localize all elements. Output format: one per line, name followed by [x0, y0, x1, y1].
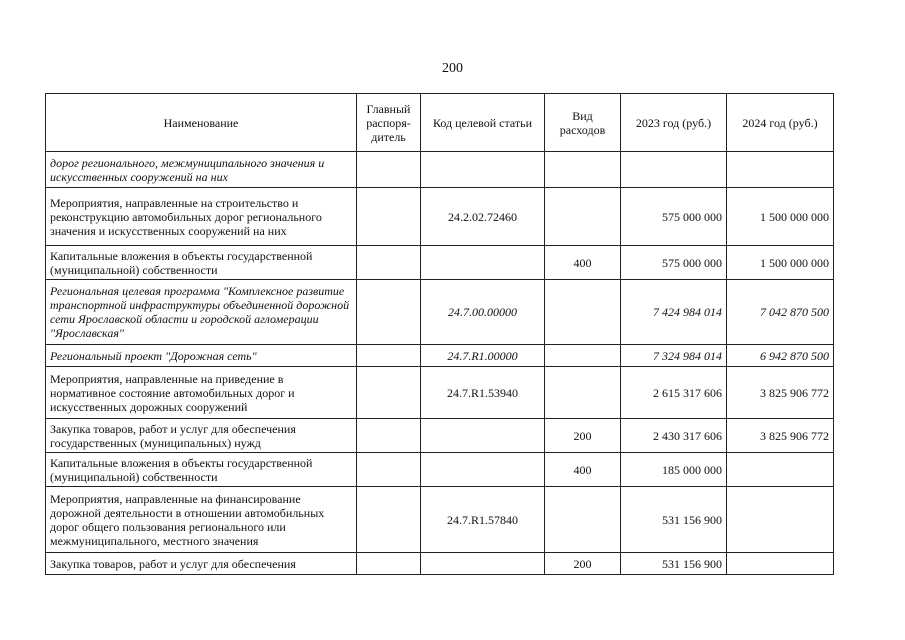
cell-target-code — [421, 453, 545, 487]
table-header-row — [46, 94, 834, 152]
cell-year-2023 — [621, 152, 727, 188]
header-year-2023: 2023 год (руб.) — [621, 94, 727, 152]
cell-expense-type — [545, 487, 621, 553]
cell-year-2024 — [727, 453, 834, 487]
cell-target-code: 24.7.00.00000 — [421, 280, 545, 345]
cell-main-manager — [357, 246, 421, 280]
cell-year-2023: 531 156 900 — [621, 487, 727, 553]
cell-year-2023: 2 615 317 606 — [621, 367, 727, 419]
cell-main-manager — [357, 280, 421, 345]
table-row — [46, 553, 834, 575]
header-name: Наименование — [46, 94, 357, 152]
header-year-2024: 2024 год (руб.) — [727, 94, 834, 152]
cell-year-2023: 531 156 900 — [621, 553, 727, 575]
cell-main-manager — [357, 345, 421, 367]
header-main-manager: Главный распоря-дитель — [357, 94, 421, 152]
cell-name: Капитальные вложения в объекты государственной (муниципальной) собственности — [46, 453, 357, 487]
cell-main-manager — [357, 152, 421, 188]
cell-name: Мероприятия, направленные на строительство и реконструкцию автомобильных дорог регионального значения и искусственных сооружений на них — [46, 188, 357, 246]
budget-table — [45, 93, 834, 575]
cell-target-code — [421, 419, 545, 453]
cell-year-2024: 7 042 870 500 — [727, 280, 834, 345]
cell-year-2023: 575 000 000 — [621, 246, 727, 280]
cell-expense-type — [545, 188, 621, 246]
cell-name: Региональный проект "Дорожная сеть" — [46, 345, 357, 367]
cell-name: Закупка товаров, работ и услуг для обеспечения — [46, 553, 357, 575]
cell-expense-type — [545, 152, 621, 188]
cell-expense-type: 200 — [545, 419, 621, 453]
table-row — [46, 453, 834, 487]
page-number: 200 — [442, 61, 463, 76]
table-row — [46, 280, 834, 345]
cell-year-2023: 185 000 000 — [621, 453, 727, 487]
cell-year-2024 — [727, 152, 834, 188]
cell-expense-type: 400 — [545, 246, 621, 280]
table-row — [46, 152, 834, 188]
cell-expense-type — [545, 280, 621, 345]
cell-name: Капитальные вложения в объекты государственной (муниципальной) собственности — [46, 246, 357, 280]
header-expense-type: Вид расходов — [545, 94, 621, 152]
cell-target-code: 24.7.R1.00000 — [421, 345, 545, 367]
table-row — [46, 246, 834, 280]
cell-main-manager — [357, 188, 421, 246]
cell-target-code — [421, 152, 545, 188]
cell-main-manager — [357, 487, 421, 553]
cell-main-manager — [357, 367, 421, 419]
cell-target-code — [421, 553, 545, 575]
cell-name: Мероприятия, направленные на приведение в нормативное состояние автомобильных дорог и искусственных дорожных сооружений — [46, 367, 357, 419]
cell-year-2023: 7 424 984 014 — [621, 280, 727, 345]
cell-name: Мероприятия, направленные на финансирование дорожной деятельности в отношении автомобильных дорог общего пользования регионального или межмуниципального, местного значения — [46, 487, 357, 553]
cell-year-2024: 1 500 000 000 — [727, 188, 834, 246]
cell-expense-type: 400 — [545, 453, 621, 487]
header-target-code: Код целевой статьи — [421, 94, 545, 152]
cell-main-manager — [357, 453, 421, 487]
cell-target-code — [421, 246, 545, 280]
cell-year-2024: 6 942 870 500 — [727, 345, 834, 367]
cell-name: Закупка товаров, работ и услуг для обеспечения государственных (муниципальных) нужд — [46, 419, 357, 453]
cell-expense-type — [545, 345, 621, 367]
cell-year-2024: 3 825 906 772 — [727, 367, 834, 419]
cell-year-2023: 2 430 317 606 — [621, 419, 727, 453]
table-row — [46, 487, 834, 553]
cell-target-code: 24.7.R1.53940 — [421, 367, 545, 419]
cell-year-2024 — [727, 553, 834, 575]
cell-year-2024 — [727, 487, 834, 553]
cell-year-2023: 575 000 000 — [621, 188, 727, 246]
cell-year-2023: 7 324 984 014 — [621, 345, 727, 367]
table-row — [46, 188, 834, 246]
cell-year-2024: 3 825 906 772 — [727, 419, 834, 453]
cell-expense-type: 200 — [545, 553, 621, 575]
cell-name: Региональная целевая программа "Комплексное развитие транспортной инфраструктуры объединенной дорожной сети Ярославской области и городской агломерации "Ярославская" — [46, 280, 357, 345]
cell-main-manager — [357, 553, 421, 575]
table-row — [46, 345, 834, 367]
cell-main-manager — [357, 419, 421, 453]
cell-name: дорог регионального, межмуниципального значения и искусственных сооружений на них — [46, 152, 357, 188]
cell-target-code: 24.7.R1.57840 — [421, 487, 545, 553]
cell-year-2024: 1 500 000 000 — [727, 246, 834, 280]
cell-target-code: 24.2.02.72460 — [421, 188, 545, 246]
table-body — [46, 152, 834, 575]
table-row — [46, 367, 834, 419]
table-row — [46, 419, 834, 453]
cell-expense-type — [545, 367, 621, 419]
